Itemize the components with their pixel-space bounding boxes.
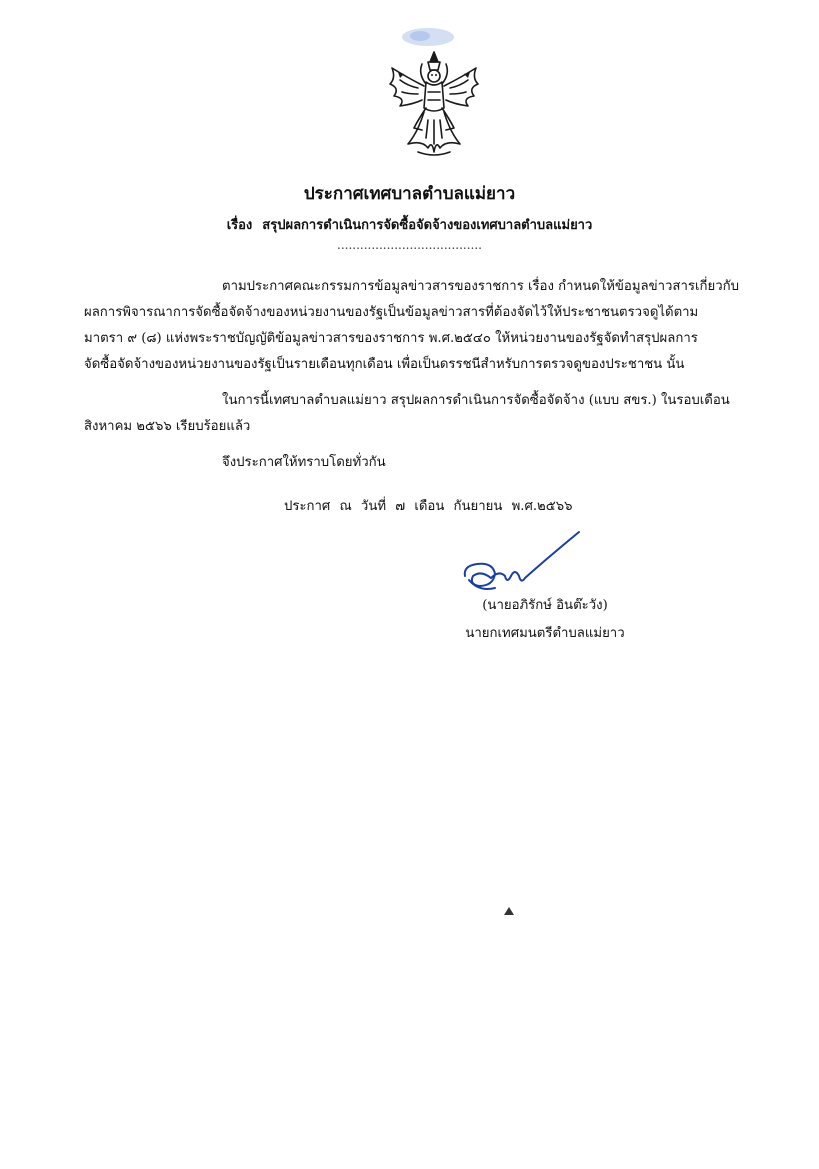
paragraph-1-line-2: ผลการพิจารณาการจัดซื้อจัดจ้างของหน่วยงานของรัฐเป็นข้อมูลข่าวสารที่ต้องจัดไว้ให้ประชาชนตรวจดูได้ตาม — [84, 305, 699, 320]
document-title: ประกาศเทศบาลตำบลแม่ยาว — [303, 184, 516, 204]
paragraph-1-line-3: มาตรา ๙ (๘) แห่งพระราชบัญญัติข้อมูลข่าวสารของราชการ พ.ศ.๒๕๔๐ ให้หน่วยงานของรัฐจัดทำสรุปผลการ — [84, 331, 698, 346]
paragraph-2-line-1: ในการนี้เทศบาลตำบลแม่ยาว สรุปผลการดำเนินการจัดซื้อจัดจ้าง (แบบ สขร.) ในรอบเดือน — [222, 393, 730, 408]
paragraph-2-line-2: สิงหาคม ๒๕๖๖ เรียบร้อยแล้ว — [84, 419, 251, 434]
title-separator: ...................................... — [337, 238, 482, 252]
document-subject — [0, 214, 819, 235]
signer-position: นายกเทศมนตรีตำบลแม่ยาว — [465, 626, 625, 641]
subject-label: เรื่อง — [226, 218, 253, 233]
paragraph-3-line-1: จึงประกาศให้ทราบโดยทั่วกัน — [222, 455, 386, 470]
announce-date: ประกาศ ณ วันที่ ๗ เดือน กันยายน พ.ศ.๒๕๖๖ — [284, 499, 573, 514]
handwritten-signature — [455, 530, 585, 600]
scan-speck — [503, 906, 515, 916]
paragraph-1 — [84, 274, 747, 378]
paragraph-1-line-4: จัดซื้อจัดจ้างของหน่วยงานของรัฐเป็นรายเดือนทุกเดือน เพื่อเป็นดรรชนีสำหรับการตรวจดูของประชาชน นั้น — [84, 357, 685, 372]
garuda-emblem-icon — [378, 48, 490, 160]
signer-name: (นายอภิรักษ์ อินต๊ะวัง) — [482, 598, 608, 613]
paragraph-2 — [84, 388, 747, 440]
paragraph-3 — [84, 450, 747, 476]
subject-text: สรุปผลการดำเนินการจัดซื้อจัดจ้างของเทศบาลตำบลแม่ยาว — [262, 218, 593, 233]
paragraph-1-line-1: ตามประกาศคณะกรรมการข้อมูลข่าวสารของราชการ เรื่อง กำหนดให้ข้อมูลข่าวสารเกี่ยวกับ — [222, 279, 739, 294]
